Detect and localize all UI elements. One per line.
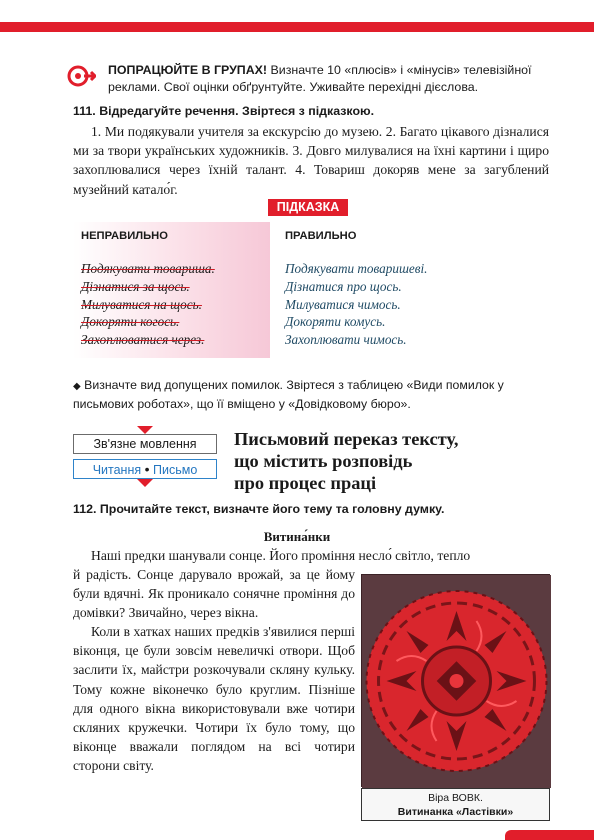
caption-work: Витинанка «Ластівки» <box>397 806 514 818</box>
section-tags <box>73 426 223 486</box>
triangle-marker-icon <box>137 426 153 434</box>
hint-table <box>73 222 549 358</box>
note <box>73 377 555 412</box>
caption-author: Віра ВОВК. <box>428 792 483 804</box>
page-corner-tab <box>505 830 594 840</box>
hint-right-item: Докоряти комусь. <box>285 314 386 330</box>
hint-wrong-item: Захоплюватися через. <box>81 332 205 348</box>
hint-wrong-list <box>81 260 215 349</box>
hint-wrong-item: Милуватися на щось. <box>81 296 202 312</box>
image-caption <box>361 788 550 821</box>
exercise-111-title: 111. Відредагуйте речення. Звіртеся з підказкою. <box>73 104 375 118</box>
vytynanka-pattern-icon <box>362 575 551 788</box>
group-task-heading: ПОПРАЦЮЙТЕ В ГРУПАХ! <box>108 63 268 77</box>
hint-right-item: Дізнатися про щось. <box>285 278 402 294</box>
hint-wrong-item: Дізнатися за щось. <box>81 278 190 294</box>
tag-writing: Письмо <box>153 463 198 477</box>
tag-connected-speech: Зв'язне мовлення <box>73 434 217 454</box>
tag-reading: Читання <box>92 463 142 477</box>
story-paragraph-2: Коли в хатках наших предків з'явилися перші віконця, це були зовсім невеличкі отвори. Щоб заслити їх, майстри розкочували скляну кульку. Тому кожне віконечко було круглим. Пізніше для одного вікна використовували вже чотири скляних кружечки. Чотири їх було тому, що віконце вважали поглядом на всі чотири сторони світу. <box>73 624 355 773</box>
section-title-line: що містить розповідь <box>234 451 413 471</box>
hint-wrong-heading: НЕПРАВИЛЬНО <box>81 230 168 242</box>
story-paragraph-1-cont: й радість. Сонце дарувало врожай, за це йому були вдячні. Як проникало сонячне проміння до домівки? Звичайно, через вікна. <box>73 567 355 621</box>
exercise-112-title: 112. Прочитайте текст, визначте його тему та головну думку. <box>73 502 445 516</box>
hint-right-list <box>285 260 427 349</box>
section-title-line: про процес праці <box>234 473 377 493</box>
exercise-111-body: 1. Ми подякували учителя за екскурсію до музею. 2. Багато цікавого дізналися ми за твори українських художників. 3. Довго милувалися на їхні картини і щиро захоплювалися через їхній талант. 4. Товариш докоряв мене за загублений музейний катало́г. <box>73 124 549 197</box>
hint-right-heading: ПРАВИЛЬНО <box>285 230 357 242</box>
triangle-marker-icon <box>137 479 153 487</box>
hint-wrong-item: Подякувати товариша. <box>81 261 215 276</box>
story-title: Витина́нки <box>263 529 331 544</box>
tag-reading-writing <box>73 459 217 479</box>
group-task <box>58 62 548 96</box>
hint-badge: ПІДКАЗКА <box>268 199 348 216</box>
vytynanka-image <box>361 574 550 787</box>
section-title <box>234 428 534 494</box>
hint-right-item: Подякувати товаришеві. <box>285 261 428 276</box>
story-body <box>73 565 355 775</box>
note-bullet-icon: ◆ <box>73 381 81 392</box>
top-red-bar <box>0 22 594 32</box>
hint-wrong-item: Докоряти когось. <box>81 314 180 330</box>
hint-right-item: Милуватися чимось. <box>285 296 401 312</box>
hint-right-item: Захоплювати чимось. <box>285 332 407 348</box>
story-paragraph-1-start: Наші предки шанували сонце. Його проміння несло́ світло, тепло <box>91 548 471 563</box>
tag-dot: • <box>144 461 150 477</box>
note-text: Визначте вид допущених помилок. Звіртеся з таблицею «Види помилок у письмових роботах», що її вміщено у «Довідковому бюро». <box>73 378 504 411</box>
group-task-text: Визначте 10 «плюсів» і «мінусів» телевізійної реклами. Свої оцінки обґрунтуйте. Уживайте перехідні дієслова. <box>108 63 532 94</box>
section-title-line: Письмовий переказ тексту, <box>234 429 459 449</box>
